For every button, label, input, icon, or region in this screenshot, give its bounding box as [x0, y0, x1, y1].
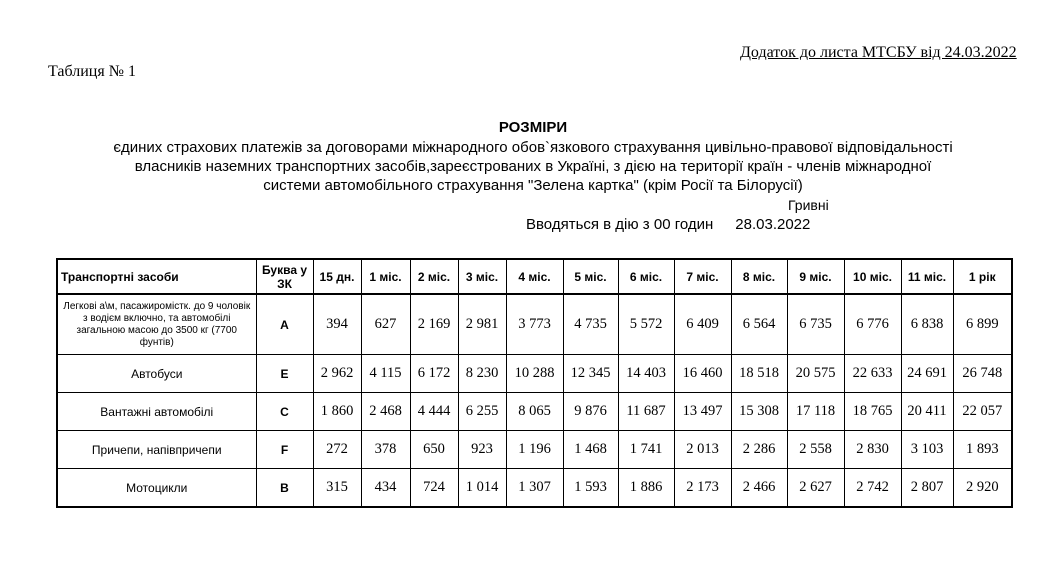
- vehicle-type-cell: Автобуси: [57, 355, 256, 393]
- premium-cell: 1 593: [563, 469, 618, 508]
- premium-cell: 1 014: [458, 469, 506, 508]
- premium-cell: 434: [361, 469, 410, 508]
- premium-cell: 4 444: [410, 393, 458, 431]
- premium-cell: 11 687: [618, 393, 674, 431]
- column-header-letter: Буква у ЗК: [256, 259, 313, 294]
- subtitle-line: системи автомобільного страхування "Зелена картка" (крім Росії та Білорусії): [263, 177, 803, 194]
- premium-cell: 22 057: [953, 393, 1012, 431]
- premium-cell: 6 409: [674, 294, 731, 355]
- premium-cell: 9 876: [563, 393, 618, 431]
- premium-cell: 923: [458, 431, 506, 469]
- vehicle-type-cell: Вантажні автомобілі: [57, 393, 256, 431]
- column-header-period: 7 міс.: [674, 259, 731, 294]
- premium-cell: 2 013: [674, 431, 731, 469]
- column-header-period: 2 міс.: [410, 259, 458, 294]
- premium-cell: 2 742: [844, 469, 901, 508]
- table-row: [57, 469, 1012, 508]
- premium-cell: 24 691: [901, 355, 953, 393]
- effective-label: Вводяться в дію з 00 годин: [526, 216, 714, 233]
- vehicle-type-cell: Причепи, напівпричепи: [57, 431, 256, 469]
- premium-cell: 2 173: [674, 469, 731, 508]
- premium-cell: 20 575: [787, 355, 844, 393]
- table-header-row: [57, 259, 1012, 294]
- premium-cell: 18 518: [731, 355, 787, 393]
- premium-cell: 8 230: [458, 355, 506, 393]
- premium-cell: 1 307: [506, 469, 563, 508]
- column-header-period: 5 міс.: [563, 259, 618, 294]
- subtitle-line: єдиних страхових платежів за договорами міжнародного обов`язкового страхування цивільно-правової відповідальності: [113, 139, 953, 156]
- premium-cell: 16 460: [674, 355, 731, 393]
- premium-cell: 724: [410, 469, 458, 508]
- premium-cell: 1 741: [618, 431, 674, 469]
- green-card-letter-cell: B: [256, 469, 313, 508]
- effective-date: 28.03.2022: [735, 216, 811, 233]
- currency-label: Гривні: [788, 197, 829, 213]
- premium-cell: 2 286: [731, 431, 787, 469]
- premium-cell: 5 572: [618, 294, 674, 355]
- document-subtitle: [60, 138, 1006, 195]
- premium-cell: 2 169: [410, 294, 458, 355]
- premium-cell: 1 886: [618, 469, 674, 508]
- premium-cell: 20 411: [901, 393, 953, 431]
- effective-date-line: [526, 216, 810, 233]
- column-header-vehicle: Транспортні засоби: [57, 259, 256, 294]
- appendix-reference: Додаток до листа МТСБУ від 24.03.2022: [740, 44, 1017, 61]
- vehicle-type-cell: Легкові а\м, пасажиромістк. до 9 чоловік з водієм включно, та автомобілі загальною масою до 3500 кг (7700 фунтів): [57, 294, 256, 355]
- premium-cell: 6 564: [731, 294, 787, 355]
- column-header-period: 15 дн.: [313, 259, 361, 294]
- premium-cell: 1 196: [506, 431, 563, 469]
- premium-cell: 3 103: [901, 431, 953, 469]
- premium-cell: 2 807: [901, 469, 953, 508]
- premium-cell: 2 558: [787, 431, 844, 469]
- premium-cell: 1 860: [313, 393, 361, 431]
- premium-cell: 627: [361, 294, 410, 355]
- column-header-period: 1 міс.: [361, 259, 410, 294]
- vehicle-type-cell: Мотоцикли: [57, 469, 256, 508]
- premium-cell: 2 962: [313, 355, 361, 393]
- premium-cell: 6 838: [901, 294, 953, 355]
- premium-cell: 272: [313, 431, 361, 469]
- premium-cell: 6 776: [844, 294, 901, 355]
- table-row: [57, 393, 1012, 431]
- premium-cell: 394: [313, 294, 361, 355]
- premium-cell: 4 115: [361, 355, 410, 393]
- premium-cell: 12 345: [563, 355, 618, 393]
- premium-cell: 2 627: [787, 469, 844, 508]
- premium-cell: 4 735: [563, 294, 618, 355]
- column-header-period: 6 міс.: [618, 259, 674, 294]
- premium-cell: 1 468: [563, 431, 618, 469]
- premium-cell: 6 172: [410, 355, 458, 393]
- column-header-period: 10 міс.: [844, 259, 901, 294]
- premium-cell: 15 308: [731, 393, 787, 431]
- premium-cell: 2 466: [731, 469, 787, 508]
- premium-cell: 2 830: [844, 431, 901, 469]
- column-header-period: 3 міс.: [458, 259, 506, 294]
- column-header-period: 4 міс.: [506, 259, 563, 294]
- green-card-letter-cell: E: [256, 355, 313, 393]
- green-card-letter-cell: F: [256, 431, 313, 469]
- green-card-letter-cell: A: [256, 294, 313, 355]
- premium-cell: 18 765: [844, 393, 901, 431]
- column-header-period: 8 міс.: [731, 259, 787, 294]
- rates-table: [56, 258, 1013, 508]
- premium-cell: 2 981: [458, 294, 506, 355]
- premium-cell: 26 748: [953, 355, 1012, 393]
- table-row: [57, 431, 1012, 469]
- premium-cell: 8 065: [506, 393, 563, 431]
- column-header-period: 1 рік: [953, 259, 1012, 294]
- table-row: [57, 294, 1012, 355]
- column-header-period: 11 міс.: [901, 259, 953, 294]
- document-title: РОЗМІРИ: [498, 119, 568, 136]
- premium-cell: 13 497: [674, 393, 731, 431]
- subtitle-line: власників наземних транспортних засобів,зареєстрованих в Україні, з дією на території країн - членів міжнародної: [134, 158, 932, 175]
- premium-cell: 2 468: [361, 393, 410, 431]
- premium-cell: 10 288: [506, 355, 563, 393]
- table-number: Таблиця № 1: [48, 63, 136, 80]
- premium-cell: 17 118: [787, 393, 844, 431]
- column-header-period: 9 міс.: [787, 259, 844, 294]
- premium-cell: 14 403: [618, 355, 674, 393]
- premium-cell: 22 633: [844, 355, 901, 393]
- premium-cell: 1 893: [953, 431, 1012, 469]
- premium-cell: 6 735: [787, 294, 844, 355]
- premium-cell: 378: [361, 431, 410, 469]
- premium-cell: 6 899: [953, 294, 1012, 355]
- premium-cell: 2 920: [953, 469, 1012, 508]
- premium-cell: 6 255: [458, 393, 506, 431]
- premium-cell: 650: [410, 431, 458, 469]
- table-row: [57, 355, 1012, 393]
- premium-cell: 315: [313, 469, 361, 508]
- premium-cell: 3 773: [506, 294, 563, 355]
- green-card-letter-cell: C: [256, 393, 313, 431]
